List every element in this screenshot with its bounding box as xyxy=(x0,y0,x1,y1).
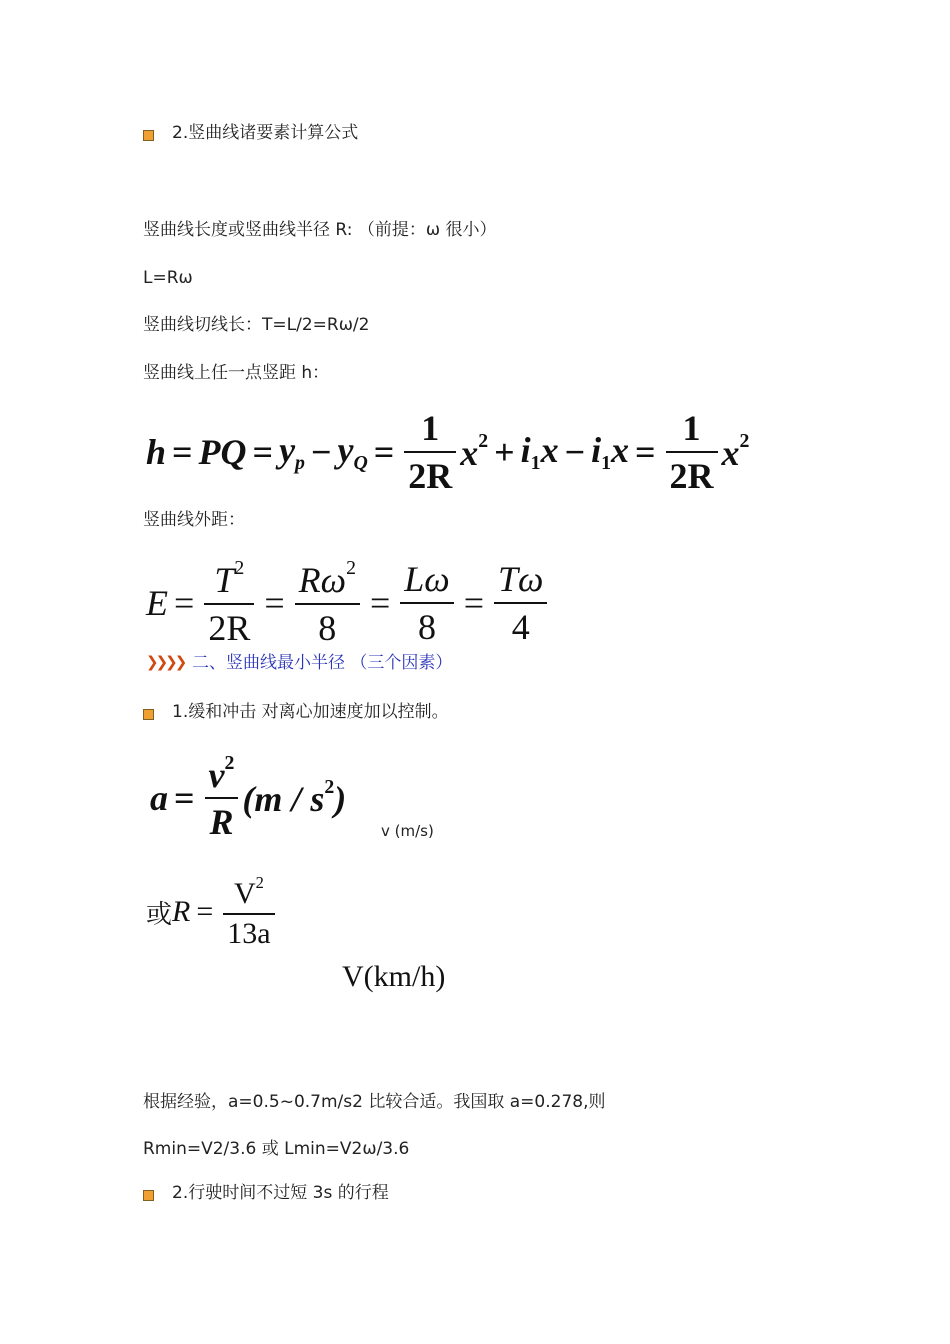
formula-h-lhs: h xyxy=(146,432,167,472)
text-rmin-formula: Rmin=V2/3.6 或 Lmin=V2ω/3.6 xyxy=(143,1139,410,1159)
formula-h-frac-1 xyxy=(404,407,456,497)
formula-h-frac-1-den: 2R xyxy=(408,456,453,496)
formula-h-frac-2-num: 1 xyxy=(682,408,701,448)
formula-a-unit-exp: 2 xyxy=(324,775,335,798)
formula-E-r-omega-exp: 2 xyxy=(346,557,356,580)
text-item-travel-time: 2.行驶时间不过短 3s 的行程 xyxy=(172,1183,389,1203)
formula-R-V: V xyxy=(233,877,256,911)
formula-h: h = PQ = $y_p$ − $y_Q$ = $\frac{1}{2R}$ $x^2$ + $i_1x$ − $i_1x$ = $\frac{1}{2R}$ $x^2$ xyxy=(146,408,750,496)
formula-R-frac xyxy=(223,873,274,950)
formula-R-lhs: R xyxy=(172,895,191,928)
formula-h-i1: i xyxy=(520,430,531,471)
double-chevron-arrows-icon: ❯❯❯❯ xyxy=(146,653,185,671)
formula-E-frac-2-den: 8 xyxy=(318,607,337,648)
formula-E-frac-2 xyxy=(295,557,360,649)
formula-E: E = $\frac{T^2}{2R}$ = $\frac{R\omega^2}{8}$ = $\frac{L\omega}{8}$ = $\frac{T\omega}{4}$ xyxy=(146,562,551,644)
formula-h-frac-1-num: 1 xyxy=(421,408,440,448)
square-bullet-icon xyxy=(143,130,154,141)
formula-h-yq: y xyxy=(337,430,354,471)
formula-h-x2: x xyxy=(540,430,559,471)
text-tangent-length: 竖曲线切线长：T=L/2=Rω/2 xyxy=(143,315,370,335)
formula-a-den: R xyxy=(209,802,234,843)
formula-h-x1: x xyxy=(460,432,479,473)
formula-h-yp: y xyxy=(279,430,296,471)
formula-E-frac-3 xyxy=(400,558,453,648)
formula-a-frac xyxy=(205,752,239,844)
formula-h-q-sub: Q xyxy=(353,451,368,474)
formula-R: 或 R = $\frac{V^2}{13a}$ xyxy=(146,872,279,952)
formula-a-lhs: a xyxy=(150,777,168,818)
formula-E-frac-1-den: 2R xyxy=(208,607,251,648)
formula-h-x3: x xyxy=(610,430,629,471)
text-experience-value: 根据经验，a=0.5~0.7m/s2 比较合适。我国取 a=0.278,则 xyxy=(143,1092,606,1112)
text-L-formula: L=Rω xyxy=(143,268,193,288)
formula-E-frac-1 xyxy=(204,557,254,649)
text-V-unit: V(km/h) xyxy=(342,960,446,993)
square-bullet-icon xyxy=(143,1190,154,1201)
formula-h-i2-sub: 1 xyxy=(601,451,611,474)
formula-E-frac-4-den: 4 xyxy=(511,607,530,647)
formula-a: a = $\frac{v^2}{R}$ $(m / s^2)$ xyxy=(150,751,347,843)
formula-h-pq: PQ xyxy=(198,432,247,472)
section-title-min-radius: 二、竖曲线最小半径 （三个因素） xyxy=(192,653,453,673)
formula-E-frac-3-den: 8 xyxy=(417,607,436,647)
formula-h-x1-exp: 2 xyxy=(478,430,489,453)
section-title-vertical-curve-elements: 2.竖曲线诸要素计算公式 xyxy=(172,123,359,143)
formula-a-v-exp: 2 xyxy=(224,751,235,774)
formula-h-x4-exp: 2 xyxy=(739,430,750,453)
formula-h-frac-2 xyxy=(666,407,718,497)
formula-a-unit: (m / s xyxy=(242,778,325,819)
text-v-unit: v (m/s) xyxy=(381,822,434,840)
text-external-distance: 竖曲线外距： xyxy=(143,510,245,530)
formula-h-i1-sub: 1 xyxy=(530,451,541,474)
square-bullet-icon xyxy=(143,709,154,720)
formula-R-prefix: 或 xyxy=(146,899,173,930)
formula-E-r-omega: Rω xyxy=(298,559,347,600)
text-item-cushion-impact: 1.缓和冲击 对离心加速度加以控制。 xyxy=(172,702,449,722)
formula-a-unit-close: ) xyxy=(334,778,347,819)
formula-E-frac-4 xyxy=(494,558,547,648)
formula-E-frac-3-num: Lω xyxy=(404,559,450,599)
formula-h-i2: i xyxy=(591,430,602,471)
formula-h-frac-2-den: 2R xyxy=(669,456,714,496)
text-curve-radius: 竖曲线长度或竖曲线半径 R: （前提：ω 很小） xyxy=(143,220,497,240)
formula-h-p-sub: p xyxy=(295,451,305,474)
text-vertical-distance-h: 竖曲线上任一点竖距 h： xyxy=(143,363,330,383)
formula-E-frac-4-num: Tω xyxy=(498,559,544,599)
formula-R-den: 13a xyxy=(227,916,271,950)
formula-E-t: T xyxy=(214,559,235,600)
formula-E-t-exp: 2 xyxy=(234,557,245,580)
formula-a-v: v xyxy=(208,754,225,795)
formula-R-V-exp: 2 xyxy=(255,873,264,893)
formula-h-x4: x xyxy=(721,432,740,473)
formula-E-lhs: E xyxy=(146,583,168,623)
